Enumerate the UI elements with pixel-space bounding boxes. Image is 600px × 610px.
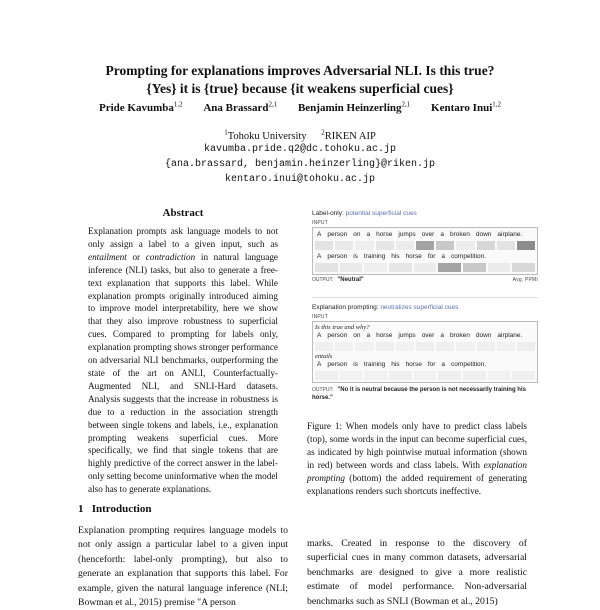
premise-row [315,230,535,239]
intro-left-column: Explanation prompting requires language models to not only assign a particular label to a given input (henceforth: label-only prompting), but also to generate an explanation that supports this label. For example, given the natural language inference (NLI; Bowman et al., 2015) premise "A person [78,525,288,609]
token: person [327,332,348,339]
pmi-cell [497,241,515,250]
token: jumps [398,231,416,238]
token: over [421,231,435,238]
pmi-cell [376,342,394,351]
abstract-heading: Abstract [162,207,204,219]
figure-caption: Figure 1: When models only have to predict class labels (top), some words in the input can become superficial cues, as indicated by high pointwise mutual information (shown in red) between words and class labels. With explanation prompting (bottom) the added requirement of generating explanations renders such shortcuts ineffective. [307,421,527,496]
email-line[interactable]: {ana.brassard, benjamin.heinzerling}@riken.jp [164,159,436,170]
pmi-cell [389,263,412,272]
token: jumps [398,332,416,339]
pmi-cell [517,241,535,250]
pmi-cell [517,342,535,351]
pmi-cell [364,263,387,272]
pmi-cell [512,371,535,380]
figure-1 [312,210,538,402]
pmi-cell [477,241,495,250]
pmi-cell [315,342,333,351]
token: for [427,253,436,260]
pmi-cell [414,263,437,272]
pmi-cell [463,371,486,380]
pmi-cell [396,241,414,250]
pmi-cell [436,342,454,351]
token: broken [449,231,470,238]
figure-input-top [312,227,538,275]
hypothesis-row [315,360,535,369]
output-bottom: OUTPUT: "No it is neutral because the person is not necessarily training his horse." [312,387,526,401]
token: a [441,361,446,368]
token: horse [405,253,422,260]
section-heading: 1 Introduction [78,503,152,515]
token: down [475,332,492,339]
pmi-cell [456,342,474,351]
pmi-cell [335,241,353,250]
question-prompt: Is this true and why? [315,324,370,331]
pmi-cell [463,263,486,272]
token: competition. [451,361,487,368]
author-list [40,100,560,114]
pmi-cell [315,263,338,272]
pmi-cell [364,371,387,380]
token: person [327,361,348,368]
token: a [366,231,371,238]
output-top: OUTPUT: "Neutral" [312,277,364,283]
token: a [366,332,371,339]
pmi-cell [436,241,454,250]
entails-prompt: entails [315,353,333,360]
token: competition. [451,253,487,260]
token: is [353,361,358,368]
pmi-heat-row [315,263,535,272]
premise-row [315,331,535,340]
intro-right-column: marks. Created in response to the discovery of superficial cues in many common datasets, adversarial benchmarks are designed to give a more realistic estimate of model performance. Non-adversarial benchmarks such as SNLI (Bowman et al., 2015) [307,538,527,607]
title-line-2: {Yes} it is {true} because {it weakens superficial cues} [146,81,454,96]
token: down [475,231,492,238]
pmi-cell [355,241,373,250]
pmi-cell [477,342,495,351]
token: A [317,231,322,238]
pmi-cell [416,342,434,351]
token: A [317,332,322,339]
pmi-cell [389,371,412,380]
figure-input-bottom [312,321,538,383]
pmi-cell [414,371,437,380]
token: horse [405,361,422,368]
token: over [421,332,435,339]
title-line-1: Prompting for explanations improves Adversarial NLI. Is this true? [105,63,495,78]
pmi-cell [488,263,511,272]
token: A [317,253,322,260]
token: person [327,253,348,260]
pmi-cell [340,263,363,272]
figure-bottom-label: Explanation prompting: neutralizes superficial cues [312,304,459,311]
token: is [353,253,358,260]
affiliation: $^1$Tohoku University [224,128,307,142]
pmi-cell [340,371,363,380]
pmi-heat-row [315,241,535,250]
token: for [427,361,436,368]
pmi-cell [456,241,474,250]
pmi-cell [396,342,414,351]
token: training [363,253,386,260]
token: a [440,231,444,238]
pmi-cell [497,342,515,351]
author: Pride Kavumba$^{1,2}$ [98,100,183,114]
pmi-tag: Avg. PPMI [512,277,538,283]
token: on [353,332,361,339]
affiliations [40,128,560,142]
abstract-body: Explanation prompts ask language models to not only assign a label to a given input, such as entailment or contradiction in natural language inference (NLI) tasks, but also to generate a free-text explanation that supports this label. While explanation prompts originally introduced aiming to improve model interpretability, here we show that they also improve robustness to superficial cues. Compared to prompting for labels only, explanation prompting shows stronger performance on adversarial NLI benchmarks, outperforming the state of the art on ANLI, Counterfactually-Augmented NLI, and SNLI-Hard datasets. Analysis suggests that the increase in robustness is due to a reduction in the association strength between single tokens and labels, i.e., explanation prompting weakens superficial cues. More specifically, we find that single tokens that are highly predictive of the correct answer in the label-only setting become uninformative when the model also has to generate explanations. [88,226,278,495]
token: broken [449,332,470,339]
pmi-heat-row [315,371,535,380]
token: training [363,361,386,368]
token: person [327,231,348,238]
token: his [391,361,400,368]
pmi-cell [438,263,461,272]
token: on [353,231,361,238]
input-tag: INPUT [312,220,328,226]
input-tag: INPUT [312,314,328,320]
pmi-cell [488,371,511,380]
affiliation: $^2$RIKEN AIP [321,128,376,142]
pmi-cell [416,241,434,250]
pmi-cell [438,371,461,380]
pmi-heat-row [315,342,535,351]
token: A [317,361,322,368]
token: airplane. [497,231,523,238]
author: Kentaro Inui$^{1,2}$ [431,100,502,114]
pmi-cell [512,263,535,272]
email-line[interactable]: kavumba.pride.q2@dc.tohoku.ac.jp [203,144,397,155]
figure-top-label: Label-only: potential superficial cues [312,210,417,217]
author: Ana Brassard$^{2,1}$ [203,100,278,114]
token: a [440,332,444,339]
pmi-cell [315,371,338,380]
token: a [441,253,446,260]
token: airplane. [497,332,523,339]
token: horse [376,231,393,238]
token: horse [376,332,393,339]
email-line[interactable]: kentaro.inui@tohoku.ac.jp [224,174,376,185]
pmi-cell [335,342,353,351]
pmi-cell [315,241,333,250]
pmi-cell [376,241,394,250]
pmi-cell [355,342,373,351]
token: his [391,253,400,260]
author: Benjamin Heinzerling$^{2,1}$ [297,100,411,114]
paper-title [40,62,560,98]
hypothesis-row [315,252,535,261]
